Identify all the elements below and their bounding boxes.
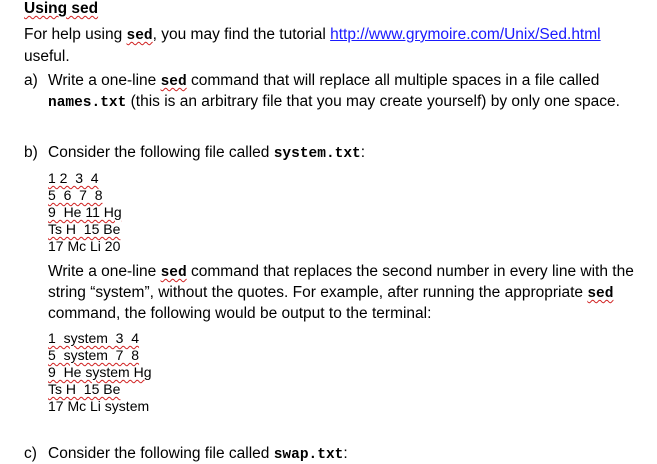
intro-line-2: useful. (24, 48, 70, 65)
part-a-label: a) (24, 72, 38, 89)
inline-code-filename: swap.txt (273, 447, 344, 463)
part-b-question-line-2: string “system”, without the quotes. For example, after running the appropriate sed (48, 284, 614, 302)
output-line: 5 system 7 8 (48, 347, 140, 363)
inline-code-sed: sed (160, 265, 187, 281)
file-line: 1 2 3 4 (48, 170, 99, 186)
output-line: 1 system 3 4 (48, 330, 140, 346)
part-a-line-2: names.txt (this is an arbitrary file that you may create yourself) by only one space. (48, 93, 620, 111)
intro-line-1: For help using sed, you may find the tutorial http://www.grymoire.com/Unix/Sed.html (24, 26, 601, 44)
output-line: 9 He system Hg (48, 364, 152, 380)
inline-code-sed: sed (126, 28, 153, 44)
part-b-label: b) (24, 144, 38, 161)
part-c-label: c) (24, 445, 37, 462)
file-line: 9 He 11 Hg (48, 204, 122, 220)
part-b-question-line-1: Write a one-line sed command that replaces the second number in every line with the (48, 263, 634, 281)
file-line: Ts H 15 Be (48, 221, 121, 237)
part-c-intro: Consider the following file called swap.txt: (48, 445, 348, 463)
inline-code-sed: sed (587, 286, 614, 302)
output-line: Ts H 15 Be (48, 381, 121, 397)
inline-code-filename: names.txt (48, 95, 127, 111)
part-b-intro: Consider the following file called system.txt: (48, 144, 366, 162)
output-line: 17 Mc Li system (48, 398, 150, 414)
terminal-output (48, 330, 151, 415)
page-title: Using sed (24, 0, 99, 17)
file-line: 5 6 7 8 (48, 187, 103, 203)
part-a-line-1: Write a one-line sed command that will replace all multiple spaces in a file called (48, 72, 600, 90)
tutorial-link[interactable]: http://www.grymoire.com/Unix/Sed.html (330, 26, 601, 43)
file-line: 17 Mc Li 20 (48, 238, 121, 254)
system-file-contents (48, 170, 122, 255)
part-b-question-line-3: command, the following would be output to the terminal: (48, 305, 432, 322)
inline-code-filename: system.txt (273, 146, 361, 162)
inline-code-sed: sed (160, 74, 187, 90)
